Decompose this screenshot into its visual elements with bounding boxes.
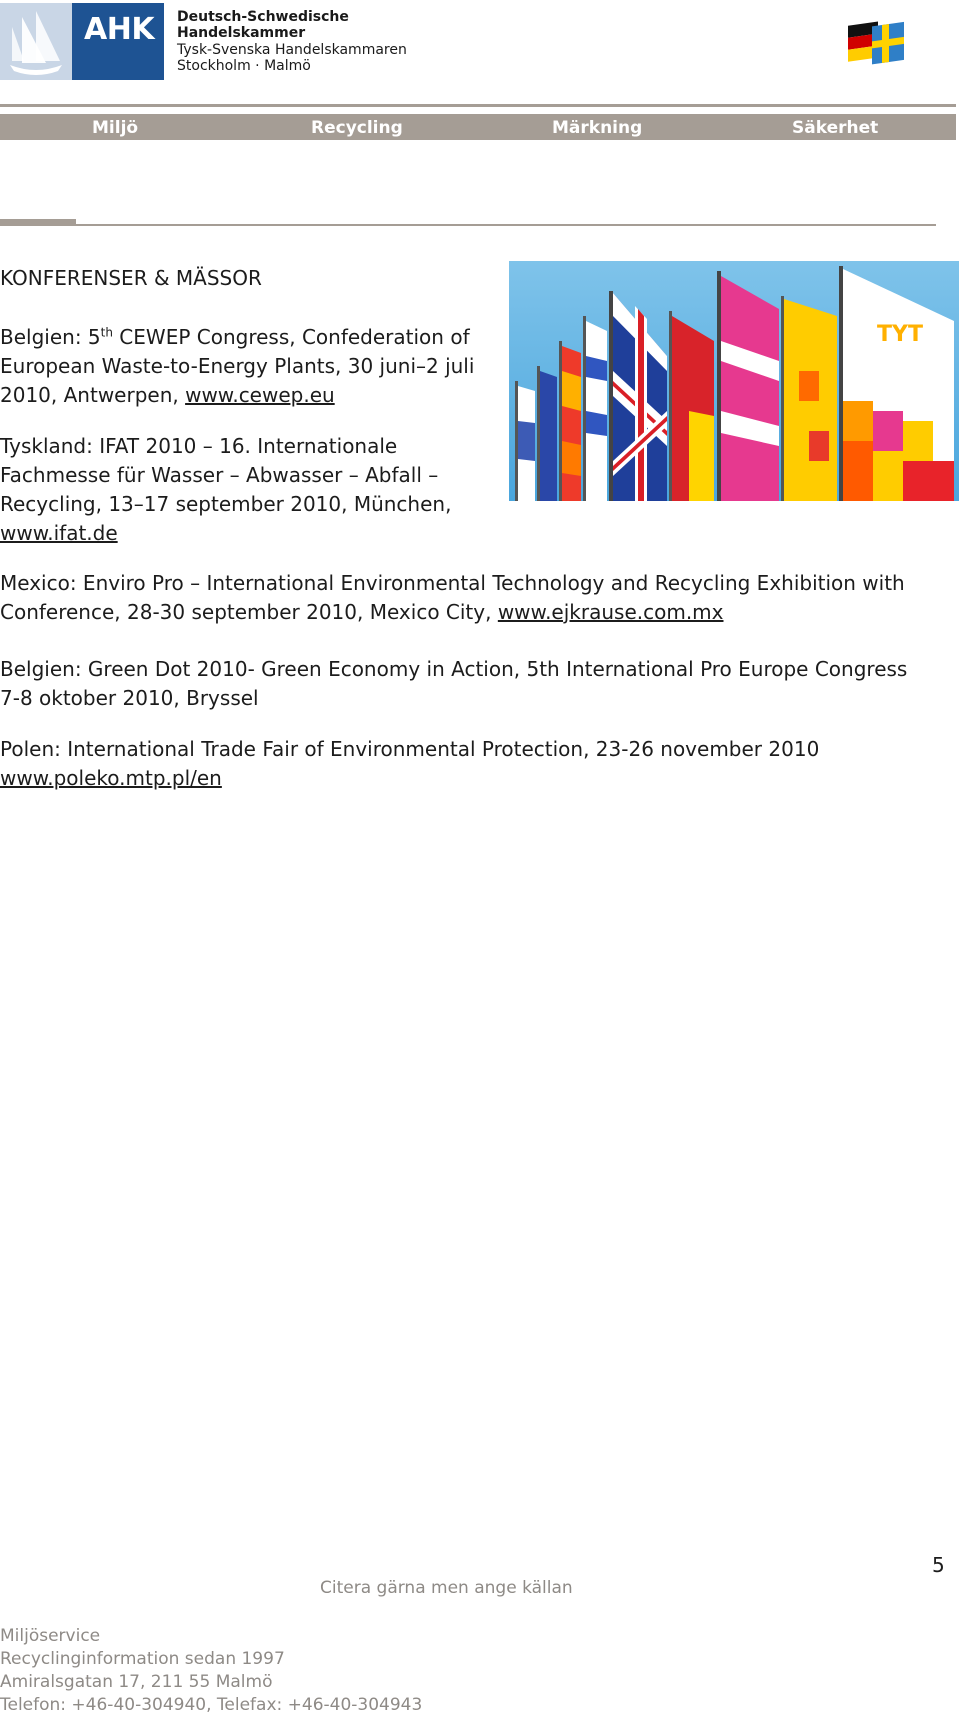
org-name-line-2: Handelskammer <box>177 25 306 41</box>
footer-line-3: Amiralsgatan 17, 211 55 Malmö <box>0 1672 273 1692</box>
event-text-line: Recycling, 13–17 september 2010, München, <box>0 492 452 516</box>
link-ifat[interactable]: www.ifat.de <box>0 521 118 545</box>
event-text-line <box>0 519 118 548</box>
ship-logo-icon <box>0 3 72 80</box>
citation-note: Citera gärna men ange källan <box>320 1578 573 1598</box>
nav-bar <box>0 114 956 140</box>
link-cewep[interactable]: www.cewep.eu <box>185 383 335 407</box>
footer-line-4: Telefon: +46-40-304940, Telefax: +46-40-304943 <box>0 1695 423 1715</box>
event-tyskland-ifat: Tyskland: IFAT 2010 – 16. Internationale <box>0 434 398 458</box>
german-swedish-flag-icon <box>846 16 908 70</box>
event-text-line: European Waste-to-Energy Plants, 30 juni–2 juli <box>0 354 475 378</box>
flags-photo <box>509 261 959 501</box>
section-divider-accent <box>0 219 76 226</box>
nav-item-markning[interactable]: Märkning <box>552 118 643 138</box>
org-name-line-3: Tysk-Svenska Handelskammaren <box>177 42 407 58</box>
page-number: 5 <box>932 1553 945 1577</box>
event-text-line <box>0 764 222 793</box>
event-text-line: Conference, 28-30 september 2010, Mexico City, www.ejkrause.com.mx <box>0 600 724 624</box>
footer-line-2: Recyclinginformation sedan 1997 <box>0 1649 285 1669</box>
event-polen-poleko: Polen: International Trade Fair of Environmental Protection, 23-26 november 2010 <box>0 737 820 761</box>
footer-line-1: Miljöservice <box>0 1626 101 1646</box>
flag-lettering: TYT <box>877 322 923 347</box>
logo-text: AHK <box>84 12 155 47</box>
section-heading: KONFERENSER & MÄSSOR <box>0 266 262 290</box>
event-belgien-cewep: Belgien: 5th CEWEP Congress, Confederation of <box>0 325 470 349</box>
header-divider <box>0 104 956 107</box>
event-text-line: 2010, Antwerpen, www.cewep.eu <box>0 383 335 407</box>
event-text-line: 7-8 oktober 2010, Bryssel <box>0 686 259 710</box>
org-name-line-1: Deutsch-Schwedische <box>177 9 349 25</box>
event-belgien-green-dot: Belgien: Green Dot 2010- Green Economy in Action, 5th International Pro Europe Congress <box>0 657 908 681</box>
nav-item-miljo[interactable]: Miljö <box>92 118 139 138</box>
link-ejkrause[interactable]: www.ejkrause.com.mx <box>497 600 724 624</box>
link-poleko[interactable]: www.poleko.mtp.pl/en <box>0 766 222 790</box>
event-mexico-enviro-pro: Mexico: Enviro Pro – International Environmental Technology and Recycling Exhibition with <box>0 571 905 595</box>
nav-item-sakerhet[interactable]: Säkerhet <box>792 118 879 138</box>
org-name-line-4: Stockholm · Malmö <box>177 58 311 74</box>
section-divider <box>76 224 936 226</box>
event-text-line: Fachmesse für Wasser – Abwasser – Abfall – <box>0 463 439 487</box>
nav-item-recycling[interactable]: Recycling <box>311 118 403 138</box>
